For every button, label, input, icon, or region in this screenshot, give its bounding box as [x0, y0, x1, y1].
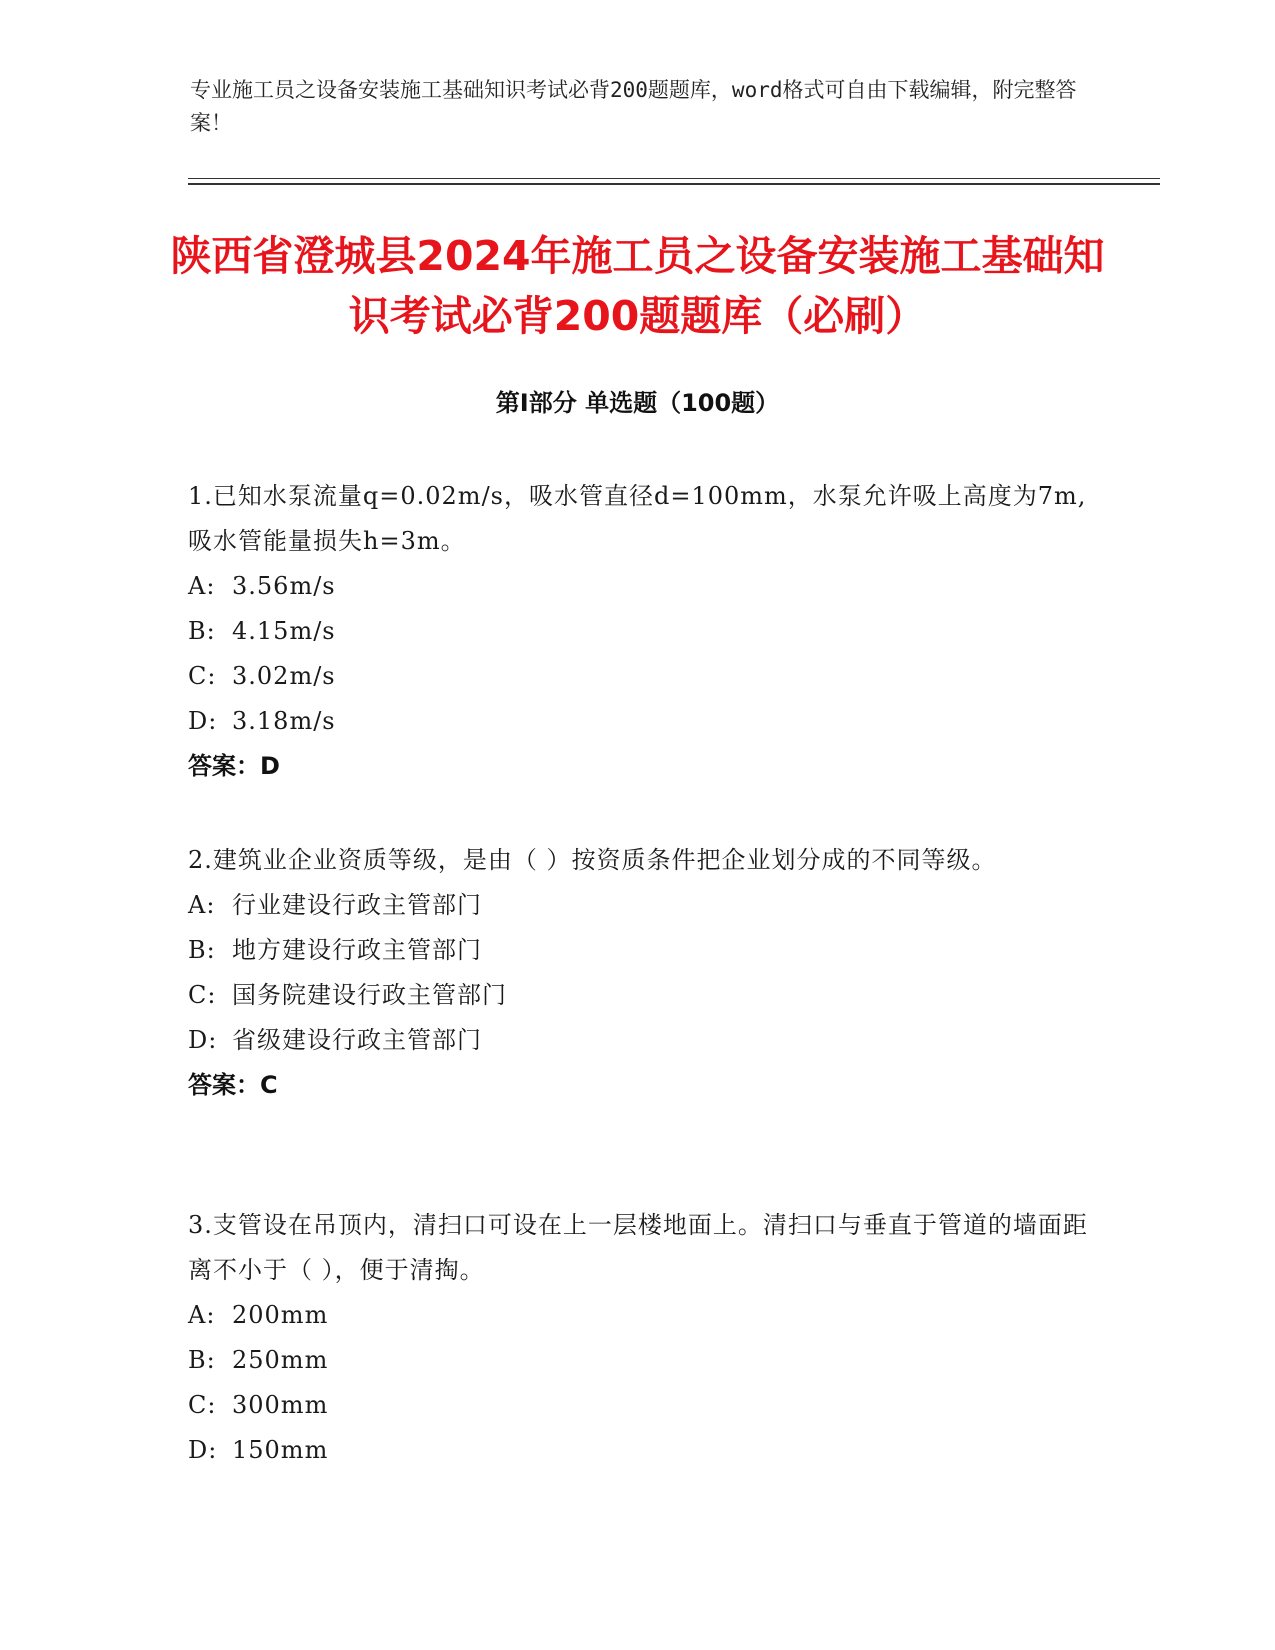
answer: 答案：C — [188, 1071, 278, 1099]
option-text: 3.56m/s — [232, 572, 336, 600]
option-text: 3.18m/s — [232, 707, 336, 735]
option-letter: D: — [188, 1026, 218, 1054]
option-text: 150mm — [232, 1436, 329, 1464]
option-text: 行业建设行政主管部门 — [232, 891, 482, 919]
option-c — [188, 1383, 1088, 1428]
option-text: 3.02m/s — [232, 662, 336, 690]
option-letter: A: — [188, 572, 216, 600]
option-text: 200mm — [232, 1301, 329, 1329]
option-text: 300mm — [232, 1391, 329, 1419]
option-b — [188, 609, 1088, 654]
option-c — [188, 973, 1088, 1018]
option-text: 地方建设行政主管部门 — [232, 936, 482, 964]
option-text: 250mm — [232, 1346, 329, 1374]
document-title: 陕西省澄城县2024年施工员之设备安装施工基础知识考试必背200题题库（必刷） — [170, 232, 1105, 340]
question-stem: 1.已知水泵流量q=0.02m/s，吸水管直径d=100mm，水泵允许吸上高度为7m,吸水管能量损失h=3m。 — [188, 482, 1087, 555]
option-text: 省级建设行政主管部门 — [232, 1026, 482, 1054]
question-3 — [188, 1203, 1088, 1473]
option-d — [188, 1428, 1088, 1473]
question-2 — [188, 838, 1088, 1108]
header-rule-thick — [188, 183, 1160, 185]
option-letter: C: — [188, 1391, 217, 1419]
option-a — [188, 564, 1088, 609]
question-stem: 3.支管设在吊顶内，清扫口可设在上一层楼地面上。清扫口与垂直于管道的墙面距离不小于（ ），便于清掏。 — [188, 1211, 1088, 1284]
option-d — [188, 1018, 1088, 1063]
section-heading: 第I部分 单选题（100题） — [495, 389, 780, 417]
option-b — [188, 928, 1088, 973]
option-letter: D: — [188, 707, 218, 735]
question-1 — [188, 474, 1088, 789]
option-a — [188, 883, 1088, 928]
option-text: 国务院建设行政主管部门 — [232, 981, 507, 1009]
option-letter: B: — [188, 617, 216, 645]
header-rule-thin — [188, 178, 1160, 179]
option-d — [188, 699, 1088, 744]
answer: 答案：D — [188, 752, 280, 780]
option-letter: C: — [188, 662, 217, 690]
option-text: 4.15m/s — [232, 617, 336, 645]
option-letter: B: — [188, 1346, 216, 1374]
header-note: 专业施工员之设备安装施工基础知识考试必背200题题库，word格式可自由下载编辑，附完整答案！ — [190, 78, 1077, 135]
option-c — [188, 654, 1088, 699]
option-letter: A: — [188, 891, 216, 919]
option-letter: C: — [188, 981, 217, 1009]
question-stem: 2.建筑业企业资质等级，是由（ ）按资质条件把企业划分成的不同等级。 — [188, 846, 997, 874]
option-b — [188, 1338, 1088, 1383]
option-letter: D: — [188, 1436, 218, 1464]
option-a — [188, 1293, 1088, 1338]
option-letter: A: — [188, 1301, 216, 1329]
option-letter: B: — [188, 936, 216, 964]
